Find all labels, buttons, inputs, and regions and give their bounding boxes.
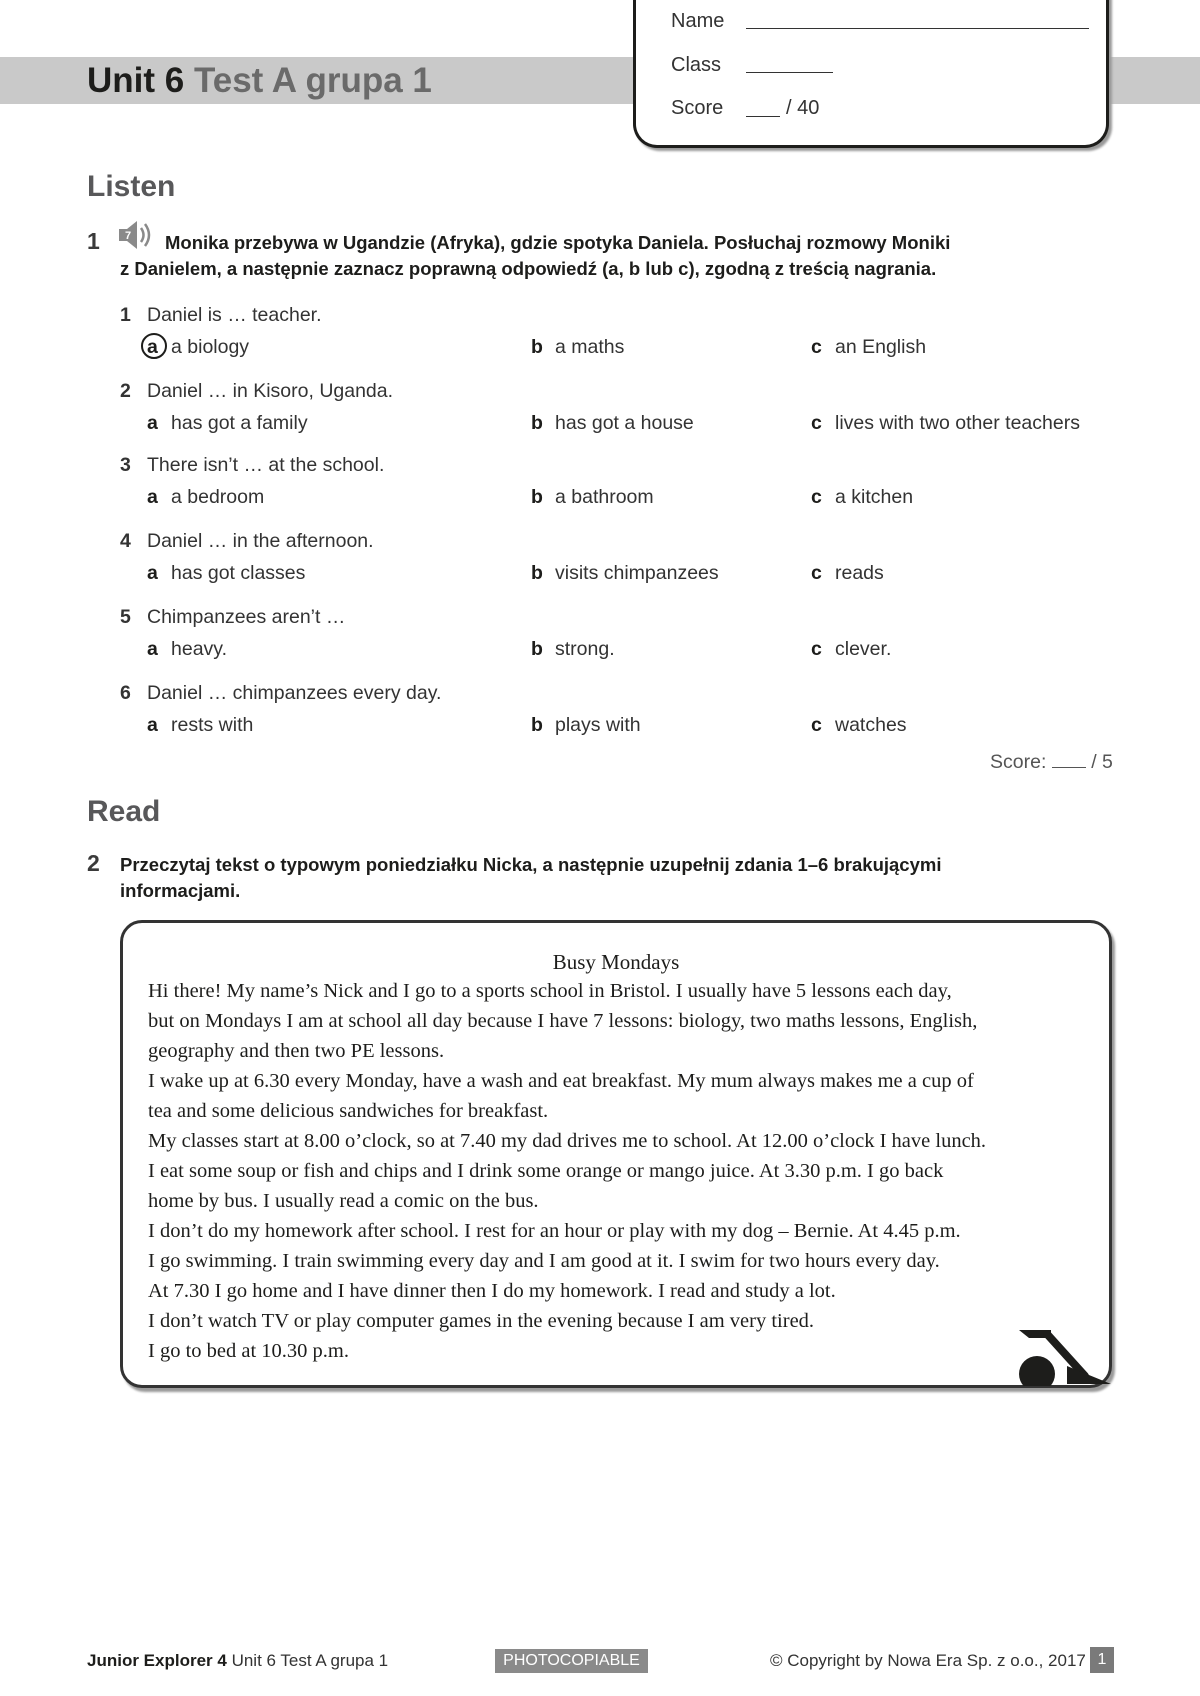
option-text: lives with two other teachers — [835, 412, 1080, 434]
option-letter: b — [531, 714, 543, 736]
question-number: 5 — [120, 606, 131, 628]
reading-text-line: home by bus. I usually read a comic on the bus. — [148, 1190, 539, 1212]
reading-text-line: My classes start at 8.00 o’clock, so at 7.40 my dad drives me to school. At 12.00 o’clock I have lunch. — [148, 1130, 987, 1152]
option-letter: c — [811, 714, 822, 736]
option-text: has got a house — [555, 412, 694, 434]
option-4c[interactable] — [811, 562, 884, 585]
reading-text-line: geography and then two PE lessons. — [148, 1040, 445, 1062]
option-4a[interactable] — [147, 562, 305, 585]
exercise-2-number: 2 — [87, 850, 100, 876]
photocopiable-badge: PHOTOCOPIABLE — [495, 1649, 648, 1673]
option-letter: a — [147, 336, 158, 358]
question-stem: Chimpanzees aren’t … — [147, 606, 346, 628]
reading-text-box — [120, 920, 1112, 1388]
student-info-box — [633, 0, 1109, 148]
option-2b[interactable] — [531, 412, 694, 435]
listen-section-title: Listen — [87, 170, 176, 203]
question-stem: There isn’t … at the school. — [147, 454, 385, 476]
option-letter: b — [531, 562, 543, 584]
score-total: / 40 — [786, 97, 820, 119]
option-text: has got a family — [171, 412, 308, 434]
question-3 — [120, 454, 384, 477]
option-letter: a — [147, 714, 158, 736]
option-text: watches — [835, 714, 907, 736]
unit-label: Unit 6 — [87, 61, 185, 100]
option-letter: b — [531, 412, 543, 434]
option-text: an English — [835, 336, 927, 358]
reading-text-line: I eat some soup or fish and chips and I drink some orange or mango juice. At 3.30 p.m. I go back — [148, 1160, 944, 1182]
question-number: 6 — [120, 682, 131, 704]
option-letter: c — [811, 412, 822, 434]
option-letter: b — [531, 486, 543, 508]
question-number: 2 — [120, 380, 131, 402]
option-1a[interactable] — [147, 336, 249, 359]
question-stem: Daniel … chimpanzees every day. — [147, 682, 442, 704]
option-5b[interactable] — [531, 638, 615, 661]
reading-text-line: I go swimming. I train swimming every day and I am good at it. I swim for two hours every day. — [148, 1250, 940, 1272]
option-1b[interactable] — [531, 336, 624, 359]
option-6a[interactable] — [147, 714, 253, 737]
reading-text-line: Hi there! My name’s Nick and I go to a sports school in Bristol. I usually have 5 lessons each day, — [148, 980, 952, 1002]
question-number: 4 — [120, 530, 131, 552]
option-text: rests with — [171, 714, 254, 736]
track-number: 7 — [125, 230, 132, 242]
question-4 — [120, 530, 374, 553]
page-turn-icon — [1015, 1326, 1111, 1386]
option-5c[interactable] — [811, 638, 891, 661]
option-text: reads — [835, 562, 884, 584]
option-6c[interactable] — [811, 714, 907, 737]
option-text: strong. — [555, 638, 615, 660]
score-field[interactable] — [746, 116, 780, 117]
option-letter: a — [147, 486, 158, 508]
option-text: a bathroom — [555, 486, 654, 508]
option-4b[interactable] — [531, 562, 719, 585]
option-1c[interactable] — [811, 336, 926, 359]
option-letter: a — [147, 412, 158, 434]
read-section-title: Read — [87, 795, 161, 828]
exercise-1-number: 1 — [87, 228, 100, 254]
class-label: Class — [671, 54, 722, 76]
option-letter: a — [147, 562, 158, 584]
option-letter: b — [531, 336, 543, 358]
option-letter: c — [811, 638, 822, 660]
name-label: Name — [671, 10, 725, 32]
score-label: Score — [671, 97, 724, 119]
option-text: a biology — [171, 336, 250, 358]
option-text: a bedroom — [171, 486, 265, 508]
footer-book: Junior Explorer 4 — [87, 1651, 227, 1670]
question-number: 3 — [120, 454, 131, 476]
reading-text-line: At 7.30 I go home and I have dinner then I do my homework. I read and study a lot. — [148, 1280, 836, 1302]
exercise-1-instruction-line-2: z Danielem, a następnie zaznacz poprawną odpowiedź (a, b lub c), zgodną z treścią nagrania. — [120, 258, 937, 279]
page-title — [87, 60, 432, 102]
listen-score-label: Score: — [990, 751, 1047, 773]
option-text: clever. — [835, 638, 892, 660]
option-text: plays with — [555, 714, 641, 736]
listen-score-total: / 5 — [1091, 751, 1113, 773]
option-text: visits chimpanzees — [555, 562, 719, 584]
question-1 — [120, 304, 322, 327]
option-6b[interactable] — [531, 714, 641, 737]
option-letter: c — [811, 336, 822, 358]
option-text: a maths — [555, 336, 625, 358]
option-3b[interactable] — [531, 486, 654, 509]
exercise-2-instruction-line-1: Przeczytaj tekst o typowym poniedziałku Nicka, a następnie uzupełnij zdania 1–6 brakującymi — [120, 854, 942, 875]
reading-text-line: I don’t watch TV or play computer games in the evening because I am very tired. — [148, 1310, 815, 1332]
question-6 — [120, 682, 441, 705]
name-field[interactable] — [746, 28, 1089, 29]
option-2c[interactable] — [811, 412, 1080, 435]
option-2a[interactable] — [147, 412, 308, 435]
listen-score — [990, 751, 1113, 774]
option-letter: b — [531, 638, 543, 660]
option-3a[interactable] — [147, 486, 264, 509]
option-letter: c — [811, 486, 822, 508]
option-text: a kitchen — [835, 486, 914, 508]
option-text: has got classes — [171, 562, 306, 584]
footer-unit-test: Unit 6 Test A grupa 1 — [231, 1651, 389, 1670]
speaker-icon[interactable] — [117, 219, 157, 251]
reading-text-line: tea and some delicious sandwiches for breakfast. — [148, 1100, 549, 1122]
test-label: Test A grupa 1 — [193, 61, 432, 100]
option-5a[interactable] — [147, 638, 227, 661]
footer-copyright: © Copyright by Nowa Era Sp. z o.o., 2017 — [770, 1651, 1086, 1670]
question-stem: Daniel is … teacher. — [147, 304, 322, 326]
question-5 — [120, 606, 345, 629]
class-field[interactable] — [746, 72, 833, 73]
reading-text-title: Busy Mondays — [552, 950, 680, 974]
footer-book-title — [87, 1651, 388, 1671]
option-text: heavy. — [171, 638, 228, 660]
exercise-1-instruction-line-1: Monika przebywa w Ugandzie (Afryka), gdzie spotyka Daniela. Posłuchaj rozmowy Moniki — [165, 232, 951, 253]
listen-score-field[interactable] — [1052, 767, 1086, 768]
page-number: 1 — [1090, 1647, 1114, 1673]
question-2 — [120, 380, 393, 403]
reading-text-line: I go to bed at 10.30 p.m. — [148, 1340, 349, 1362]
question-stem: Daniel … in the afternoon. — [147, 530, 374, 552]
exercise-2-instruction-line-2: informacjami. — [120, 880, 241, 901]
question-stem: Daniel … in Kisoro, Uganda. — [147, 380, 394, 402]
reading-text-line: I wake up at 6.30 every Monday, have a wash and eat breakfast. My mum always makes me a cup of — [148, 1070, 974, 1092]
option-letter: c — [811, 562, 822, 584]
reading-text-line: but on Mondays I am at school all day because I have 7 lessons: biology, two maths lessons, English, — [148, 1010, 978, 1032]
reading-text-line: I don’t do my homework after school. I rest for an hour or play with my dog – Bernie. At 4.45 p.m. — [148, 1220, 961, 1242]
question-number: 1 — [120, 304, 131, 326]
option-3c[interactable] — [811, 486, 913, 509]
option-letter: a — [147, 638, 158, 660]
